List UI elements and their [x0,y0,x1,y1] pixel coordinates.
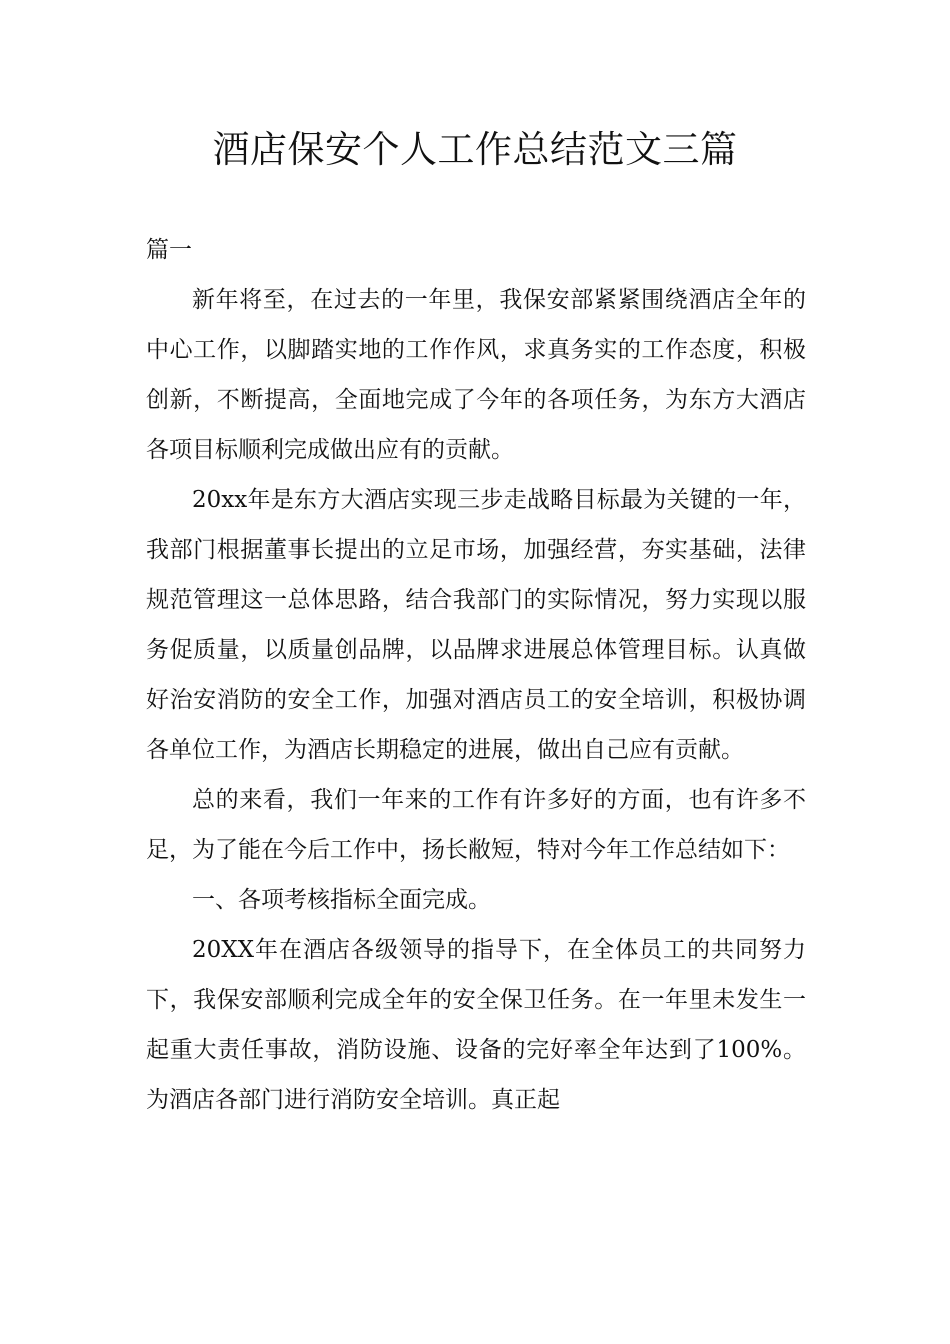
paragraph-1: 新年将至，在过去的一年里，我保安部紧紧围绕酒店全年的中心工作，以脚踏实地的工作作风，求真务实的工作态度，积极创新，不断提高，全面地完成了今年的各项任务，为东方大酒店各项目标顺利完成做出应有的贡献。 [146,287,806,463]
paragraph-4-heading: 一、各项考核指标全面完成。 [192,887,491,913]
document-body [146,225,806,1125]
document-title: 酒店保安个人工作总结范文三篇 [212,128,738,171]
paragraph-2: 20xx年是东方大酒店实现三步走战略目标最为关键的一年，我部门根据董事长提出的立足市场，加强经营，夯实基础，法律规范管理这一总体思路，结合我部门的实际情况，努力实现以服务促质量，以质量创品牌，以品牌求进展总体管理目标。认真做好治安消防的安全工作，加强对酒店员工的安全培训，积极协调各单位工作，为酒店长期稳定的进展，做出自己应有贡献。 [146,487,806,763]
section-label: 篇一 [146,237,192,263]
paragraph-5: 20XX年在酒店各级领导的指导下，在全体员工的共同努力下，我保安部顺利完成全年的安全保卫任务。在一年里未发生一起重大责任事故，消防设施、设备的完好率全年达到了100%。为酒店各部门进行消防安全培训。真正起 [146,937,806,1113]
paragraph-3: 总的来看，我们一年来的工作有许多好的方面，也有许多不足，为了能在今后工作中，扬长敝短，特对今年工作总结如下： [146,787,806,863]
